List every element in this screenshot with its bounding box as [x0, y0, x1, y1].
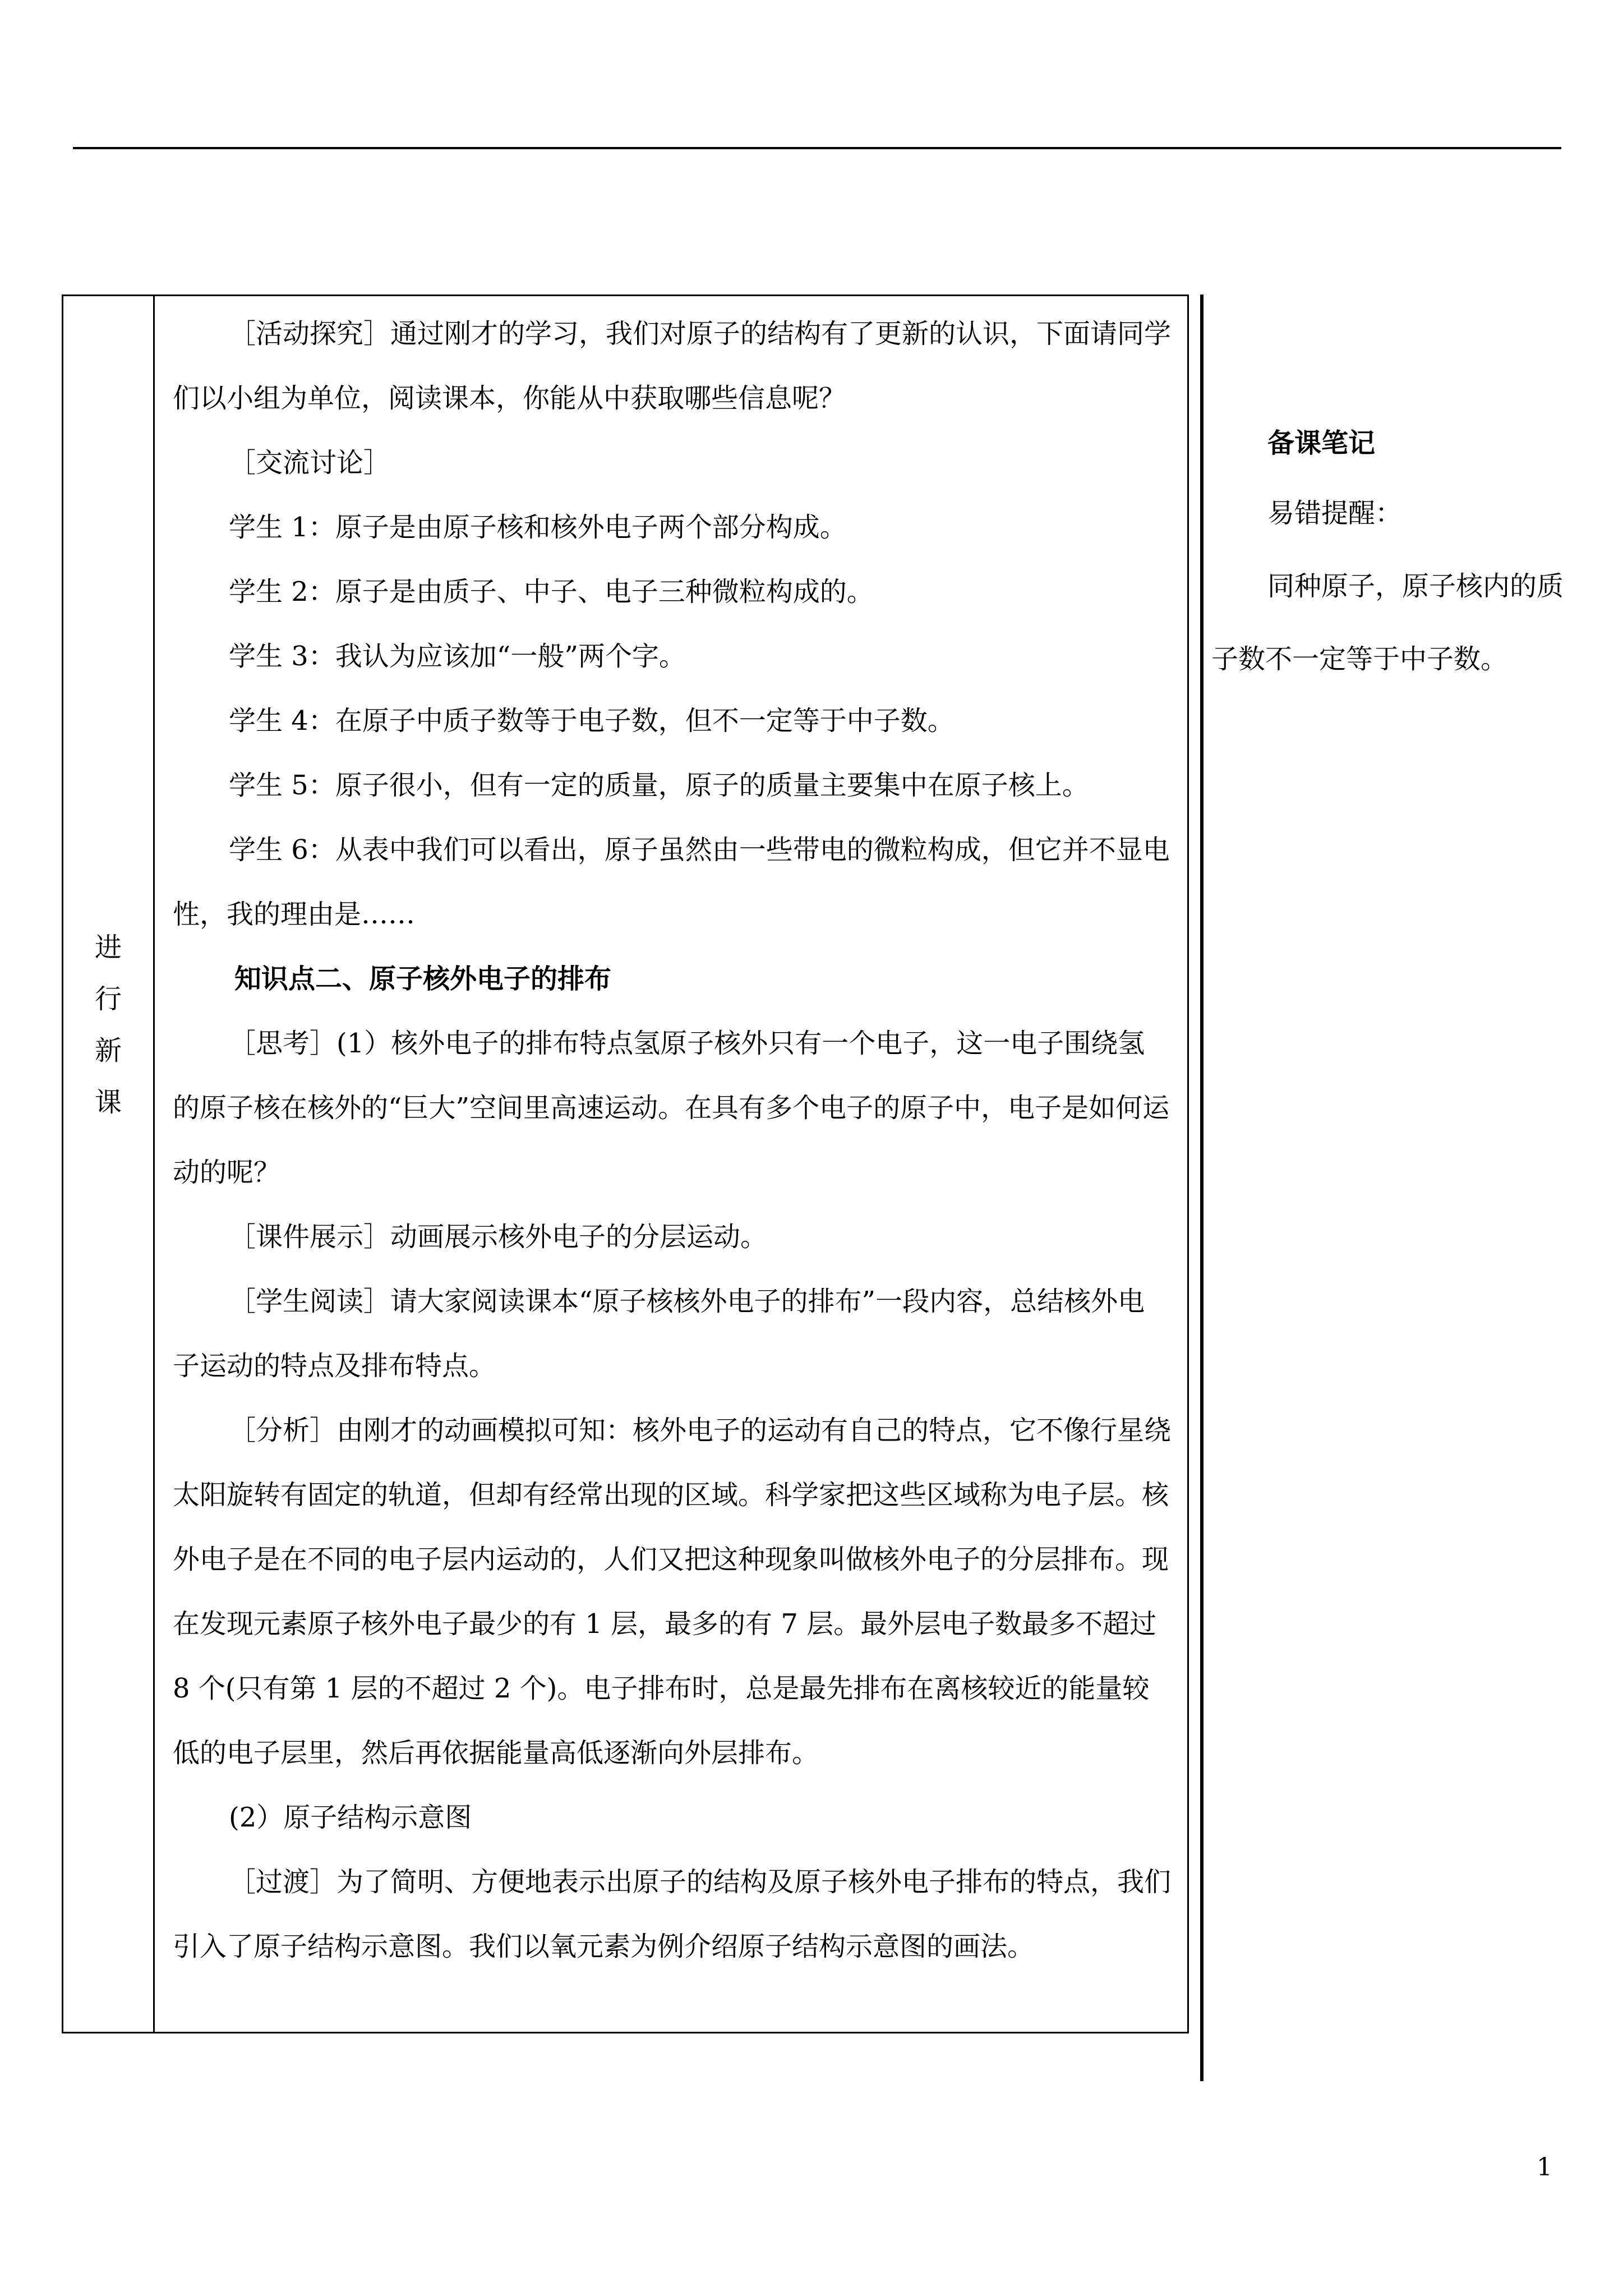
section-label-char: 进 — [94, 932, 122, 963]
page-number: 1 — [1537, 2153, 1552, 2182]
notes-subtitle: 易错提醒： — [1267, 498, 1403, 529]
student-answer-5: 学生 5：原子很小，但有一定的质量，原子的质量主要集中在原子核上。 — [229, 770, 1089, 801]
knowledge-point-heading: 知识点二、原子核外电子的排布 — [234, 963, 612, 995]
discussion-title: ［交流讨论］ — [229, 447, 391, 478]
lesson-content — [173, 302, 1171, 1979]
student-answer-4: 学生 4：在原子中质子数等于电子数，但不一定等于中子数。 — [229, 705, 955, 737]
section-label — [63, 922, 153, 1128]
lesson-table — [62, 295, 1189, 2033]
analysis-paragraph: ［分析］由刚才的动画模拟可知：核外电子的运动有自己的特点，它不像行星绕太阳旋转有固定的轨道，但却有经常出现的区域。科学家把这些区域称为电子层。核外电子是在不同的电子层内运动的，人们又把这种现象叫做核外电子的分层排布。现在发现元素原子核外电子最少的有 1 层，最多的有 7 层。最外层电子数最多不超过 8 个(只有第 1 层的不超过 2 个)。电子排布时，总是最先排布在离核较近的能量较低的电子层里，然后再依据能量高低逐渐向外层排布。 — [173, 1415, 1172, 1769]
courseware-paragraph: ［课件展示］动画展示核外电子的分层运动。 — [229, 1221, 768, 1253]
header-rule — [73, 147, 1561, 149]
diagram-title: (2）原子结构示意图 — [229, 1802, 472, 1833]
section-label-char: 行 — [94, 983, 122, 1015]
student-answer-3: 学生 3：我认为应该加“一般”两个字。 — [229, 641, 686, 672]
notes-divider — [1200, 295, 1204, 2081]
notes-title: 备课笔记 — [1267, 427, 1376, 459]
section-label-char: 新 — [94, 1035, 122, 1066]
think-paragraph: ［思考］(1）核外电子的排布特点氢原子核外只有一个电子，这一电子围绕氢的原子核在核外的“巨大”空间里高速运动。在具有多个电子的原子中，电子是如何运动的呢？ — [173, 1028, 1170, 1188]
column-divider — [153, 296, 155, 2032]
reading-paragraph: ［学生阅读］请大家阅读课本“原子核核外电子的排布”一段内容，总结核外电子运动的特点及排布特点。 — [173, 1286, 1145, 1382]
notes-panel — [1211, 409, 1570, 696]
section-label-char: 课 — [94, 1087, 122, 1118]
student-answer-2: 学生 2：原子是由质子、中子、电子三种微粒构成的。 — [229, 576, 874, 608]
student-answer-6: 学生 6：从表中我们可以看出，原子虽然由一些带电的微粒构成，但它并不显电性，我的理由是…… — [173, 834, 1170, 930]
activity-paragraph: ［活动探究］通过刚才的学习，我们对原子的结构有了更新的认识，下面请同学们以小组为单位，阅读课本，你能从中获取哪些信息呢？ — [173, 318, 1172, 414]
transition-paragraph: ［过渡］为了简明、方便地表示出原子的结构及原子核外电子排布的特点，我们引入了原子结构示意图。我们以氧元素为例介绍原子结构示意图的画法。 — [173, 1866, 1172, 1962]
student-answer-1: 学生 1：原子是由原子核和核外电子两个部分构成。 — [229, 512, 847, 543]
notes-text: 同种原子，原子核内的质子数不一定等于中子数。 — [1211, 570, 1564, 675]
